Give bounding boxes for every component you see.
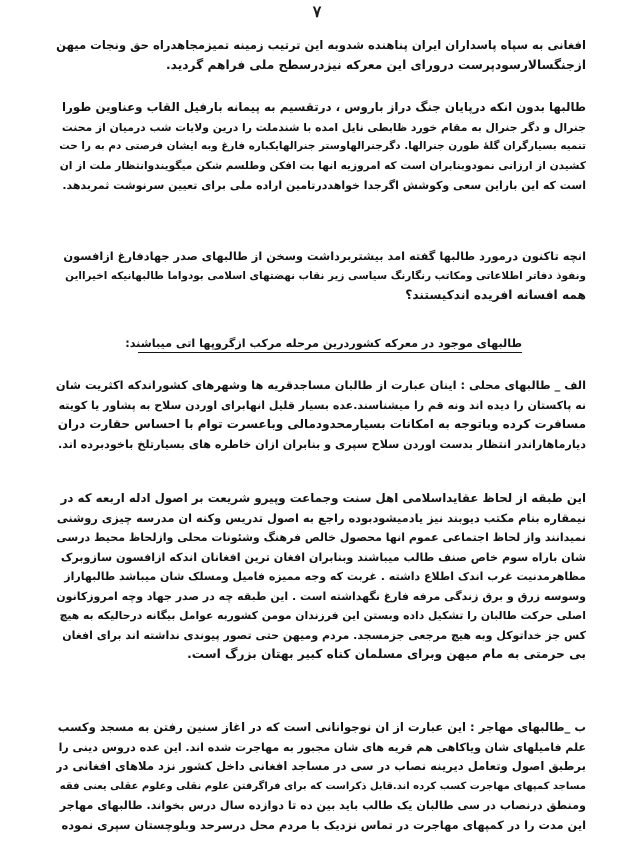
text-line: ومنطق درنصاب در سی طالبان یک طالب باید بین ده تا دوازده سال درس بخواند. طالبهای مهاجر — [59, 799, 586, 812]
paragraph-local-taliban — [56, 376, 586, 454]
text-line: تنمیه بسیارگران گلۀ طورن جنرالها. دگرجنرالهاوستر جنرالهایکباره فارغ وبه ایشان فرصتی دم به را حت — [59, 140, 586, 152]
text-line: این طبقه از لحاظ عقایداسلامی اهل سنت وجماعت وپیرو شریعت بر اصول ادله اربعه که در — [60, 491, 586, 505]
text-line: الف _ طالبهای محلی : اینان عبارت از طالبان مساجدقریه ها وشهرهای کشوراندکه اکثریت شان — [56, 378, 586, 392]
text-line: افغانی به سپاه پاسداران ایران پناهنده شدوبه این ترتیب زمینه تمیزمجاهدراه حق ونجات میهن — [56, 38, 586, 52]
paragraph-3 — [56, 247, 586, 306]
text-line: این مدت را در کمپهای مهاجرت در تماس نزدیک با مردم محل درسرحد وبلوچستان سپری نموده — [61, 817, 586, 832]
text-line: مساجد کمپهای مهاجرت کسب کرده اند.قابل ذکراست که برای فراگرفتن علوم نقلی وعلوم عقلی یعنی فقه — [59, 780, 586, 792]
text-line: برطبق اصول وتعامل دیرینه نصاب در سی در مساجد افغانی داخل کشور نزد ملاهای افغانی در — [56, 759, 586, 773]
text-line: اصلی حرکت طالبان را تشکیل داده وبستن این فرزندان مومن کشوربه عوامل بیگانه درحالیکه به هیچ — [59, 609, 586, 622]
paragraph-migrant-taliban — [56, 718, 586, 835]
text-line: است که این باراین سعی وکوشش اگرجدا خواهددرتامین اراده ملی برای تعیین سرنوشت ثمربدهد. — [62, 179, 586, 192]
text-line: نمیدانند واز لحاظ اجتماعی عموم انها محصول خالص فرهنگ وشئونات محلی وازلحاظ محیط درسی — [56, 531, 586, 544]
text-line: شان باراه سوم خاص صنف طالب میباشند وبنابران افغان ترین افغانان اندکه ازافسون سازوبرک — [60, 550, 586, 564]
text-line: مسافرت کرده وباتوجه به امکانات بسیارمحدودمالی وباعسرت توام با احساس حقارت دران — [57, 417, 586, 431]
paragraph-2 — [56, 98, 586, 196]
text-line: نه پاکستان را دیده اند ونه قم را میشناسند.عده بسیار قلیل انهابرای اوردن سلاح به پشاور یا کویته — [58, 398, 586, 412]
text-line: ب _طالبهای مهاجر : این عبارت از ان نوجوانانی است که در اغاز سنین رفتن به مسجد وکسب — [57, 720, 586, 734]
section-heading: طالبهای موجود در معرکه کشوردرین مرحله مرکب ازگروپها اتی میباشند: — [125, 337, 522, 350]
text-line: کشیدن از ارزانی نمودوبنابران است که امروزیه انها بت افکن وطلسم شکن میگویندوانتظار ملت از ان — [59, 159, 586, 172]
text-line: نیمقاره بنام مکتب دیوبند نیز یادمیشودبوده راجع به اصول تدریس وکنه ان مدرسه چیزی روشنی — [56, 510, 586, 525]
paragraph-5 — [56, 489, 586, 665]
text-line: مظاهرمدنیت غرب اندک اطلاع داشته . غربت که وجه ممیزه فامیل ومسلک شان میباشد طالبهاراز — [64, 570, 586, 583]
text-line: کس جز خداتوکل وبه هیچ مرجعی جزمسجد. مردم ومیهن حتی تصور پیوندی نداشته اند برای افغان — [62, 628, 586, 642]
text-line: جنرال و دگر جنرال به مقام خورد ظابطی نایل امده با شندملت را درین ولایات شب درمیان از محنت — [61, 120, 586, 134]
heading-underline — [138, 352, 522, 353]
paragraph-1 — [56, 36, 586, 75]
text-line: ازجنگسالارسودپرست درورای این معرکه نیزدرسطح ملی فراهم گردید. — [166, 57, 586, 72]
text-line: دیارماهاراندر انتظار بدست اوردن سلاح سپری و بنابران ازان خاطره های بسیارتلخ باخودبرده اند. — [58, 437, 586, 451]
text-line: طالبها بدون انکه درپایان جنگ دراز باروس ، درتقسیم به پیمانه بارفیل القاب وعناوین طورا — [62, 100, 586, 114]
page-number: ۷ — [312, 2, 322, 21]
text-line: ونفوذ دفاتر اطلاعاتی ومکاتب رنگارنگ سیاسی زیر نقاب نهضتهای اسلامی بودواما طالبهانیکه اخیرااین — [65, 269, 586, 282]
text-line: انچه تاکنون درمورد طالبها گفته امد بیشتربرداشت وسخن از طالبهای صدر جهادفارغ ازافسون — [63, 249, 586, 263]
text-line: بی حرمتی به مام میهن وبرای مسلمان کناه کبیر بهتان بزرگ است. — [187, 647, 586, 661]
text-line: وسوسه زرق و برق زندگی مرفه فارغ نگهداشته است . این طبقه چه در صدر جهاد وچه امروزکانون — [56, 589, 586, 603]
text-line: علم فامیلهای شان ویاکاهی هم قریه های شان مجبور به مهاجرت شده اند. این عده دروس دینی را — [58, 740, 586, 754]
text-line: همه افسانه افریده اندکیستند؟ — [405, 288, 586, 302]
